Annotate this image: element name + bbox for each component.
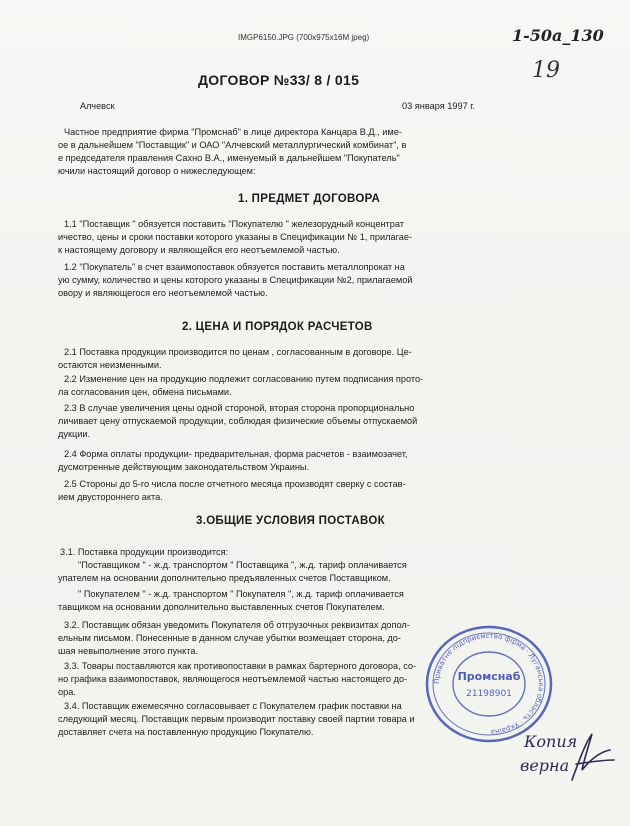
section-line: следующий месяц. Поставщик первым производит поставку своей партии товара и (58, 714, 415, 724)
intro-line: Частное предприятие фирма "Промснаб" в лице директора Канцара В.Д., име- (64, 127, 402, 137)
handwritten-note: верна (520, 756, 570, 775)
stamp-code: 21198901 (466, 689, 512, 699)
section-line: дусмотренные действующим законодательством Украины. (58, 462, 310, 472)
section-line: к настоящему договору и являющейся его неотъемлемой частью. (58, 245, 340, 255)
handwritten-note: Копия (524, 732, 578, 751)
section-line: 1.1 "Поставщик " обязуется поставить "Покупателю " железорудный концентрат (64, 219, 404, 229)
section-line: 2.1 Поставка продукции производится по ценам , согласованным в договоре. Це- (64, 347, 412, 357)
section-heading: 3.ОБЩИЕ УСЛОВИЯ ПОСТАВОК (196, 515, 385, 527)
section-line: остаются неизменными. (58, 360, 162, 370)
section-line: шая невыполнение этого пункта. (58, 646, 199, 656)
archive-reference: 1-50a_130 (512, 26, 604, 45)
section-line: 2.5 Стороны до 5-го числа после отчетного месяца производят сверку с состав- (64, 479, 406, 489)
intro-line: е председателя правления Сахно В.А., именуемый в дальнейшем "Покупатель" (58, 153, 400, 163)
intro-line: ючили настоящий договор о нижеследующем: (58, 166, 256, 176)
document-title: ДОГОВОР №33/ 8 / 015 (198, 72, 360, 88)
section-line: 2.4 Форма оплаты продукции- предварительная, форма расчетов - взаимозачет, (64, 449, 408, 459)
image-caption: IMGP6150.JPG (700x975x16M jpeg) (238, 33, 370, 42)
section-heading: 1. ПРЕДМЕТ ДОГОВОРА (238, 193, 381, 205)
section-line: ую сумму, количество и цены которого указаны в Спецификации №2, прилагаемой (58, 275, 413, 285)
section-line: "Поставщиком " - ж.д. транспортом " Поставщика ", ж.д. тариф оплачивается (78, 560, 407, 570)
section-line: ием двустороннего акта. (58, 492, 163, 502)
section-line: 3.1. Поставка продукции производится: (60, 547, 229, 557)
section-line: 3.2. Поставщик обязан уведомить Покупателя об отгрузочных реквизитах допол- (64, 620, 410, 630)
section-line: но графика взаимопоставок, являющегося неотъемлемой частью настоящего до- (58, 674, 408, 684)
stamp-ring-text: Приватне підприємство фірма · Луганська область · Україна (432, 631, 546, 737)
handwritten-signature (566, 730, 620, 786)
section-line: 1.2 "Покупатель" в счет взаимопоставок обязуется поставить металлопрокат на (64, 262, 405, 272)
stamp-center-text: Промснаб (457, 670, 521, 683)
section-line: ла согласования цен, обмена письмами. (58, 387, 232, 397)
intro-line: ое в дальнейшем "Поставщик" и ОАО "Алчевский металлургический комбинат", в (58, 140, 407, 150)
document-date: 03 января 1997 г. (402, 101, 476, 111)
section-heading: 2. ЦЕНА И ПОРЯДОК РАСЧЕТОВ (182, 321, 373, 333)
section-line: овору и являющегося его неотъемлемой частью. (58, 288, 268, 298)
section-line: дукции. (58, 429, 91, 439)
section-line: 3.3. Товары поставляются как противопоставки в рамках бартерного договора, со- (64, 661, 417, 671)
section-line: упателем на основании дополнительно предъявленных счетов Поставщиком. (58, 573, 391, 583)
section-line: 3.4. Поставщик ежемесячно согласовывает с Покупателем график поставки на (64, 701, 402, 711)
company-seal-stamp (423, 624, 555, 744)
section-line: доставляет счета на поставленную продукцию Покупателю. (58, 727, 314, 737)
section-line: 2.3 В случае увеличения цены одной стороной, вторая сторона пропорционально (64, 403, 415, 413)
section-line: ичество, цены и сроки поставки которого указаны в Спецификации № 1, прилагае- (58, 232, 413, 242)
section-line: 2.2 Изменение цен на продукцию подлежит согласованию путем подписания прото- (64, 374, 424, 384)
section-line: " Покупателем " - ж.д. транспортом " Покупателя ", ж.д. тариф оплачивается (78, 589, 404, 599)
document-city: Алчевск (80, 101, 115, 111)
section-line: ора. (58, 687, 76, 697)
page-number: 19 (532, 58, 560, 83)
section-line: ельным письмом. Понесенные в данном случае убытки возмещает сторона, до- (58, 633, 401, 643)
section-line: личивает цену отпускаемой продукции, соблюдая физические объемы отпускаемой (58, 416, 418, 426)
section-line: тавщиком на основании дополнительно выставленных счетов Покупателем. (58, 602, 385, 612)
